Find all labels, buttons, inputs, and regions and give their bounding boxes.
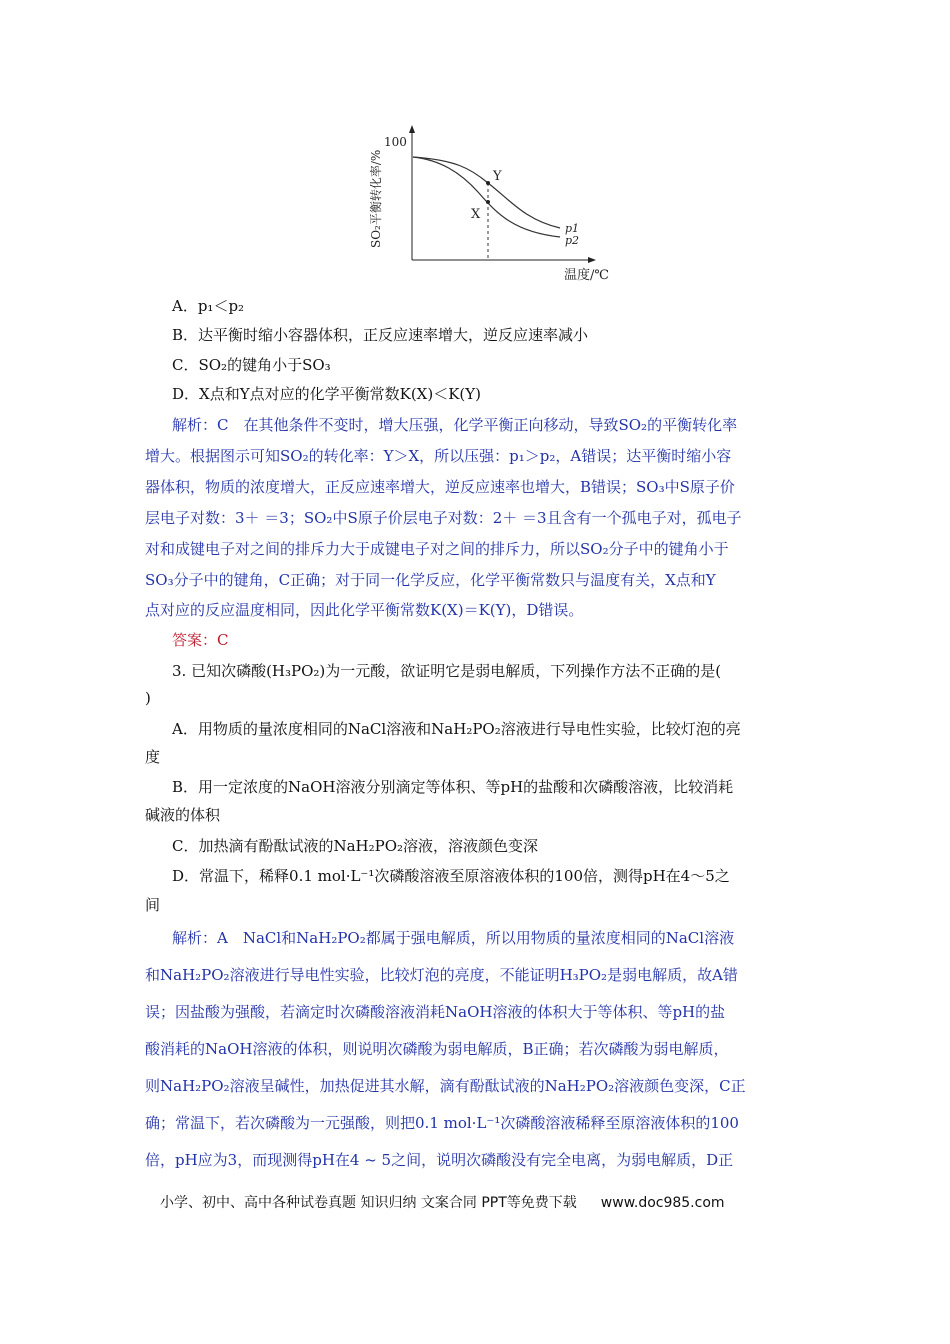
y-axis-label: SO₂平衡转化率/% xyxy=(369,149,383,248)
q3-analysis-line: 则NaH₂PO₂溶液呈碱性，加热促进其水解，滴有酚酞试液的NaH₂PO₂溶液颜色变深，C正 xyxy=(145,1077,746,1095)
q2-option-d: D．X点和Y点对应的化学平衡常数K(X)＜K(Y) xyxy=(172,385,482,403)
q2-option-b: B．达平衡时缩小容器体积，正反应速率增大，逆反应速率减小 xyxy=(172,326,589,344)
q3-analysis-line: 和NaH₂PO₂溶液进行导电性实验，比较灯泡的亮度，不能证明H₃PO₂是弱电解质，故A错 xyxy=(145,966,738,984)
q2-analysis-line: 增大。根据图示可知SO₂的转化率：Y＞X，所以压强：p₁＞p₂，A错误；达平衡时缩小容 xyxy=(145,447,732,465)
graph-svg xyxy=(360,120,630,290)
equilibrium-graph xyxy=(360,120,630,290)
point-y-marker xyxy=(486,181,490,185)
y-tick-100: 100 xyxy=(384,135,407,149)
page-footer xyxy=(160,1192,725,1212)
q3-stem: 3. 已知次磷酸(H₃PO₂)为一元酸，欲证明它是弱电解质，下列操作方法不正确的是( xyxy=(172,662,722,680)
point-x-label: X xyxy=(471,207,481,222)
y-axis-arrow xyxy=(409,125,415,133)
q3-option-c: C．加热滴有酚酞试液的NaH₂PO₂溶液，溶液颜色变深 xyxy=(172,837,539,855)
q3-option-a: A．用物质的量浓度相同的NaCl溶液和NaH₂PO₂溶液进行导电性实验，比较灯泡的亮 xyxy=(172,720,741,738)
footer-url[interactable]: www.doc985.com xyxy=(600,1195,725,1211)
q3-option-b-cont: 碱液的体积 xyxy=(145,806,221,824)
curve-p2 xyxy=(413,157,560,237)
q2-analysis-line: SO₃分子中的键角，C正确；对于同一化学反应，化学平衡常数只与温度有关，X点和Y xyxy=(145,571,716,589)
point-y-label: Y xyxy=(493,169,502,184)
q3-analysis-line: 酸消耗的NaOH溶液的体积，则说明次磷酸为弱电解质，B正确；若次磷酸为弱电解质， xyxy=(145,1040,729,1058)
q3-analysis-line: 解析：A NaCl和NaH₂PO₂都属于强电解质，所以用物质的量浓度相同的NaCl溶液 xyxy=(172,929,735,947)
footer-text: 小学、初中、高中各种试卷真题 知识归纳 文案合同 PPT等免费下载 xyxy=(160,1195,577,1211)
q3-analysis-line: 倍，pH应为3，而现测得pH在4 ~ 5之间，说明次磷酸没有完全电离，为弱电解质，D正 xyxy=(145,1151,734,1169)
q3-option-d: D．常温下，稀释0.1 mol·L⁻¹次磷酸溶液至原溶液体积的100倍，测得pH在4～5之 xyxy=(172,867,730,885)
q3-option-d-cont: 间 xyxy=(145,896,161,914)
curve-p1-label: p1 xyxy=(565,222,580,235)
q2-analysis-line: 对和成键电子对之间的排斥力大于成键电子对之间的排斥力，所以SO₂分子中的键角小于 xyxy=(145,540,729,558)
q3-option-b: B．用一定浓度的NaOH溶液分别滴定等体积、等pH的盐酸和次磷酸溶液，比较消耗 xyxy=(172,778,734,796)
q3-analysis-line: 误；因盐酸为强酸，若滴定时次磷酸溶液消耗NaOH溶液的体积大于等体积、等pH的盐 xyxy=(145,1003,726,1021)
q2-option-a: A．p₁＜p₂ xyxy=(172,297,245,315)
curve-p2-label: p2 xyxy=(565,234,580,247)
q2-analysis-line: 点对应的反应温度相同，因此化学平衡常数K(X)＝K(Y)，D错误。 xyxy=(145,601,584,619)
q2-analysis-line: 层电子对数：3＋ ＝3；SO₂中S原子价层电子对数：2＋ ＝3且含有一个孤电子对，孤电子 xyxy=(145,509,742,527)
q3-stem-cont: ) xyxy=(145,689,151,707)
q2-answer: 答案：C xyxy=(172,631,229,649)
q2-analysis-line: 解析：C 在其他条件不变时，增大压强，化学平衡正向移动，导致SO₂的平衡转化率 xyxy=(172,416,738,434)
q3-analysis-line: 确；常温下，若次磷酸为一元强酸，则把0.1 mol·L⁻¹次磷酸溶液稀释至原溶液体积的100 xyxy=(145,1114,739,1132)
q3-option-a-cont: 度 xyxy=(145,748,161,766)
q2-option-c: C．SO₂的键角小于SO₃ xyxy=(172,356,331,374)
x-axis-label: 温度/℃ xyxy=(564,268,609,283)
q2-analysis-line: 器体积，物质的浓度增大，正反应速率增大，逆反应速率也增大，B错误；SO₃中S原子价 xyxy=(145,478,735,496)
curve-p1 xyxy=(413,157,560,228)
point-x-marker xyxy=(486,200,490,204)
x-axis-arrow xyxy=(588,257,596,263)
